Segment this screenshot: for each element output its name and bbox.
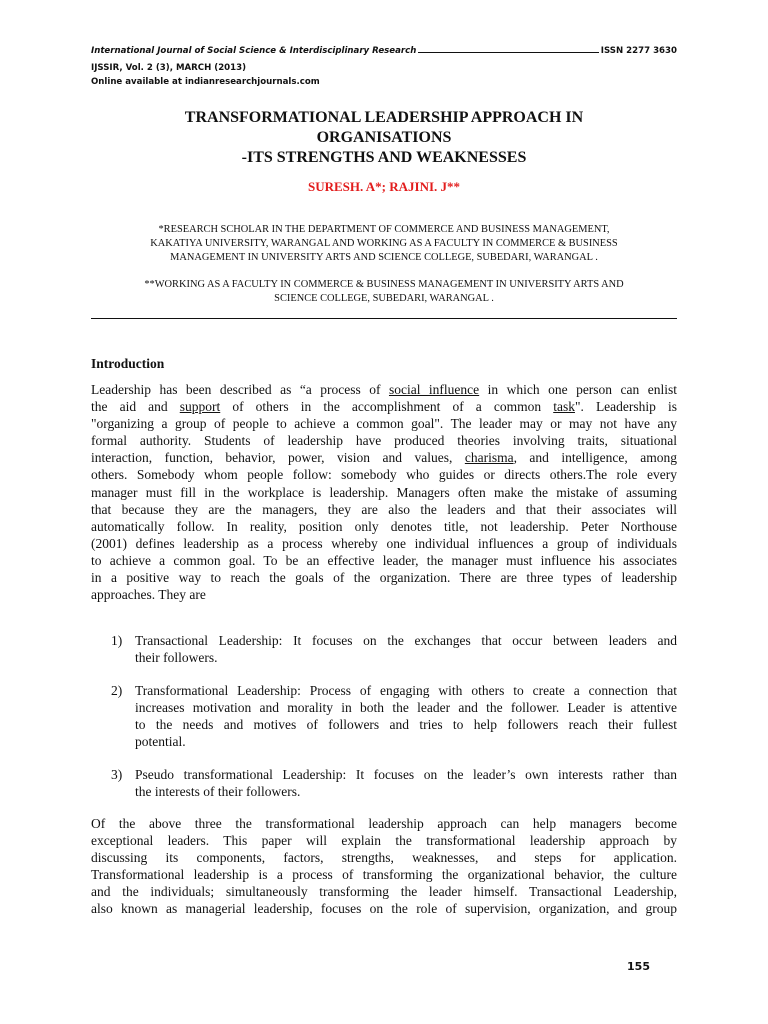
journal-header [91,46,677,56]
text-line [91,449,677,466]
list-item-body [135,632,677,666]
volume-info: IJSSIR, Vol. 2 (3), MARCH (2013) [91,63,247,73]
title-line: -ITS STRENGTHS AND WEAKNESSES [241,149,527,166]
text-line: to the needs and motives of followers and tries to help followers reach their fullest [135,717,677,733]
text-line: others. Somebody whom people follow: somebody who guides or directs others.The role every [91,467,677,483]
text-line: and the individuals; simultaneously transforming the leader himself. Transactional Leadership, [91,884,677,900]
link-support[interactable]: support [179,399,221,415]
text-line: their followers. [135,650,218,666]
text-line: automatically follow. In reality, position only denotes title, not leadership. Peter Northouse [91,518,677,534]
text-line: discussing its components, factors, strengths, weaknesses, and steps for application. [91,850,677,866]
text-run: interaction, function, behavior, power, vision and values, [91,450,465,466]
text-line: "organizing a group of people to achieve a common goal". The leader may or may not have any [91,416,677,432]
text-line: also known as managerial leadership, focuses on the role of supervision, organization, and group [91,901,677,917]
section-heading: Introduction [91,356,165,371]
text-run: Leadership has been described as “a process of [91,382,389,397]
link-social-influence[interactable]: social influence [388,382,480,397]
link-task[interactable]: task [553,399,575,415]
text-line: that because they are the managers, they are also the leaders and that their associates will [91,501,677,517]
text-line: exceptional leaders. This paper will explain the transformational leadership approach by [91,833,677,849]
text-line: approaches. They are [91,587,206,603]
title-line: ORGANISATIONS [316,129,452,146]
affiliation-2 [91,278,677,306]
affiliation-line: SCIENCE COLLEGE, SUBEDARI, WARANGAL . [274,292,494,304]
text-line: in a positive way to reach the goals of the organization. There are three types of leadership [91,570,677,586]
page-number: 155 [627,960,650,973]
header-divider [91,318,677,319]
link-charisma[interactable]: charisma [464,450,514,466]
text-line: Transactional Leadership: It focuses on the exchanges that occur between leaders and [135,633,677,648]
online-info: Online available at indianresearchjournals.com [91,77,320,87]
paragraph-intro [91,381,677,603]
text-line: Of the above three the transformational leadership approach can help managers become [91,816,677,831]
text-line: increases motivation and morality in both the leader and the follower. Leader is attentive [135,700,677,716]
text-line: formal authority. Students of leadership have produced theories involving traits, situational [91,433,677,449]
text-run: ". Leadership is [574,399,678,415]
list-number: 1) [111,633,123,648]
text-line: (2001) defines leadership as a process whereby one individual influences a group of individuals [91,535,677,551]
issn: ISSN 2277 3630 [600,46,677,56]
text-line: to achieve a common goal. To be an effective leader, the manager must influence his associates [91,552,677,568]
text-run: the aid and [91,399,180,415]
list-number: 3) [111,767,123,782]
text-run: , and intelligence, among [513,450,677,466]
text-line: the interests of their followers. [135,784,301,800]
affiliation-line: MANAGEMENT IN UNIVERSITY ARTS AND SCIENCE COLLEGE, SUBEDARI, WARANGAL . [170,251,598,263]
affiliation-line: **WORKING AS A FACULTY IN COMMERCE & BUSINESS MANAGEMENT IN UNIVERSITY ARTS AND [144,279,624,290]
text-line: Transformational Leadership: Process of engaging with others to create a connection that [135,683,677,698]
affiliation-line: KAKATIYA UNIVERSITY, WARANGAL AND WORKING AS A FACULTY IN COMMERCE & BUSINESS [150,237,618,249]
text-run: in which one person can enlist [479,382,677,397]
journal-name: International Journal of Social Science & Interdisciplinary Research [91,46,417,56]
list-number: 2) [111,683,123,698]
text-line [91,381,677,398]
header-rule [418,52,598,53]
affiliation-1 [91,223,677,264]
text-line: Pseudo transformational Leadership: It focuses on the leader’s own interests rather than [135,767,677,782]
paper-title [91,108,677,168]
list-item-body [135,766,677,800]
text-run: of others in the accomplishment of a common [220,399,554,415]
list-item-body [135,682,677,750]
text-line: potential. [135,734,186,750]
affiliation-line: *RESEARCH SCHOLAR IN THE DEPARTMENT OF COMMERCE AND BUSINESS MANAGEMENT, [158,224,610,235]
title-line: TRANSFORMATIONAL LEADERSHIP APPROACH IN [184,109,584,126]
authors: SURESH. A*; RAJINI. J** [307,179,461,194]
paragraph-body [91,815,677,918]
text-line: manager must fill in the workplace is leadership. Managers often make the mistake of assuming [91,484,677,500]
text-line [91,398,677,415]
text-line: Transformational leadership is a process of transforming the organizational behavior, the culture [91,867,677,883]
